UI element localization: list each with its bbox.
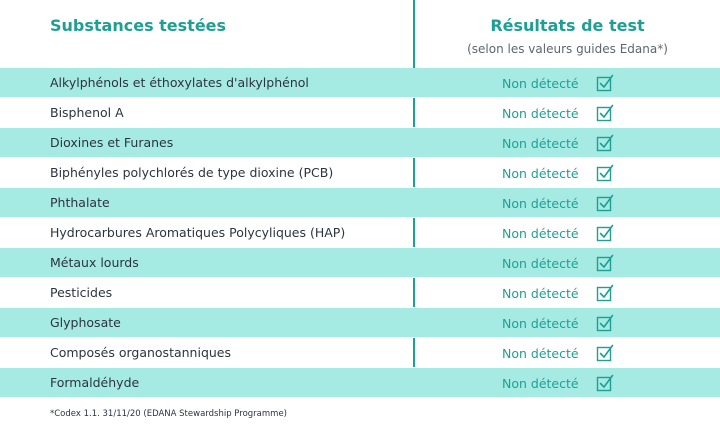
table-row	[0, 188, 720, 218]
substance-name: Dioxines et Furanes	[50, 135, 174, 150]
substance-name: Pesticides	[50, 285, 113, 300]
result-value: Non détecté	[502, 76, 579, 91]
checkbox-check-icon	[596, 374, 614, 392]
result-value: Non détecté	[502, 196, 579, 211]
table-row	[0, 308, 720, 338]
checkbox-check-icon	[596, 134, 614, 152]
checkbox-check-icon	[596, 344, 614, 362]
checkbox-check-icon	[596, 314, 614, 332]
table-row	[0, 338, 720, 368]
results-table	[0, 68, 720, 398]
checkbox-check-icon	[596, 164, 614, 182]
result-value: Non détecté	[502, 226, 579, 241]
substance-name: Hydrocarbures Aromatiques Polycyliques (HAP)	[50, 225, 346, 240]
result-value: Non détecté	[502, 166, 579, 181]
result-value: Non détecté	[502, 136, 579, 151]
table-row	[0, 218, 720, 248]
substance-name: Composés organostanniques	[50, 345, 232, 360]
results-header	[415, 16, 720, 56]
substance-name: Métaux lourds	[50, 255, 139, 270]
substance-name: Phthalate	[50, 195, 110, 210]
result-value: Non détecté	[502, 376, 579, 391]
checkbox-check-icon	[596, 74, 614, 92]
result-value: Non détecté	[502, 346, 579, 361]
results-header-subtitle: (selon les valeurs guides Edana*)	[467, 42, 668, 56]
result-value: Non détecté	[502, 256, 579, 271]
checkbox-check-icon	[596, 254, 614, 272]
substances-header: Substances testées	[50, 16, 227, 35]
substance-name: Alkylphénols et éthoxylates d'alkylphénol	[50, 75, 309, 90]
substance-name: Formaldéhyde	[50, 375, 140, 390]
result-value: Non détecté	[502, 316, 579, 331]
result-value: Non détecté	[502, 286, 579, 301]
table-row	[0, 98, 720, 128]
table-row	[0, 128, 720, 158]
table-row	[0, 278, 720, 308]
substance-name: Glyphosate	[50, 315, 121, 330]
table-row	[0, 248, 720, 278]
checkbox-check-icon	[596, 284, 614, 302]
results-header-title: Résultats de test	[490, 16, 645, 35]
footnote: *Codex 1.1. 31/11/20 (EDANA Stewardship Programme)	[50, 409, 287, 419]
checkbox-check-icon	[596, 194, 614, 212]
table-row	[0, 368, 720, 398]
checkbox-check-icon	[596, 104, 614, 122]
substance-name: Biphényles polychlorés de type dioxine (PCB)	[50, 165, 334, 180]
table-row	[0, 158, 720, 188]
substance-name: Bisphenol A	[50, 105, 124, 120]
checkbox-check-icon	[596, 224, 614, 242]
result-value: Non détecté	[502, 106, 579, 121]
table-row	[0, 68, 720, 98]
